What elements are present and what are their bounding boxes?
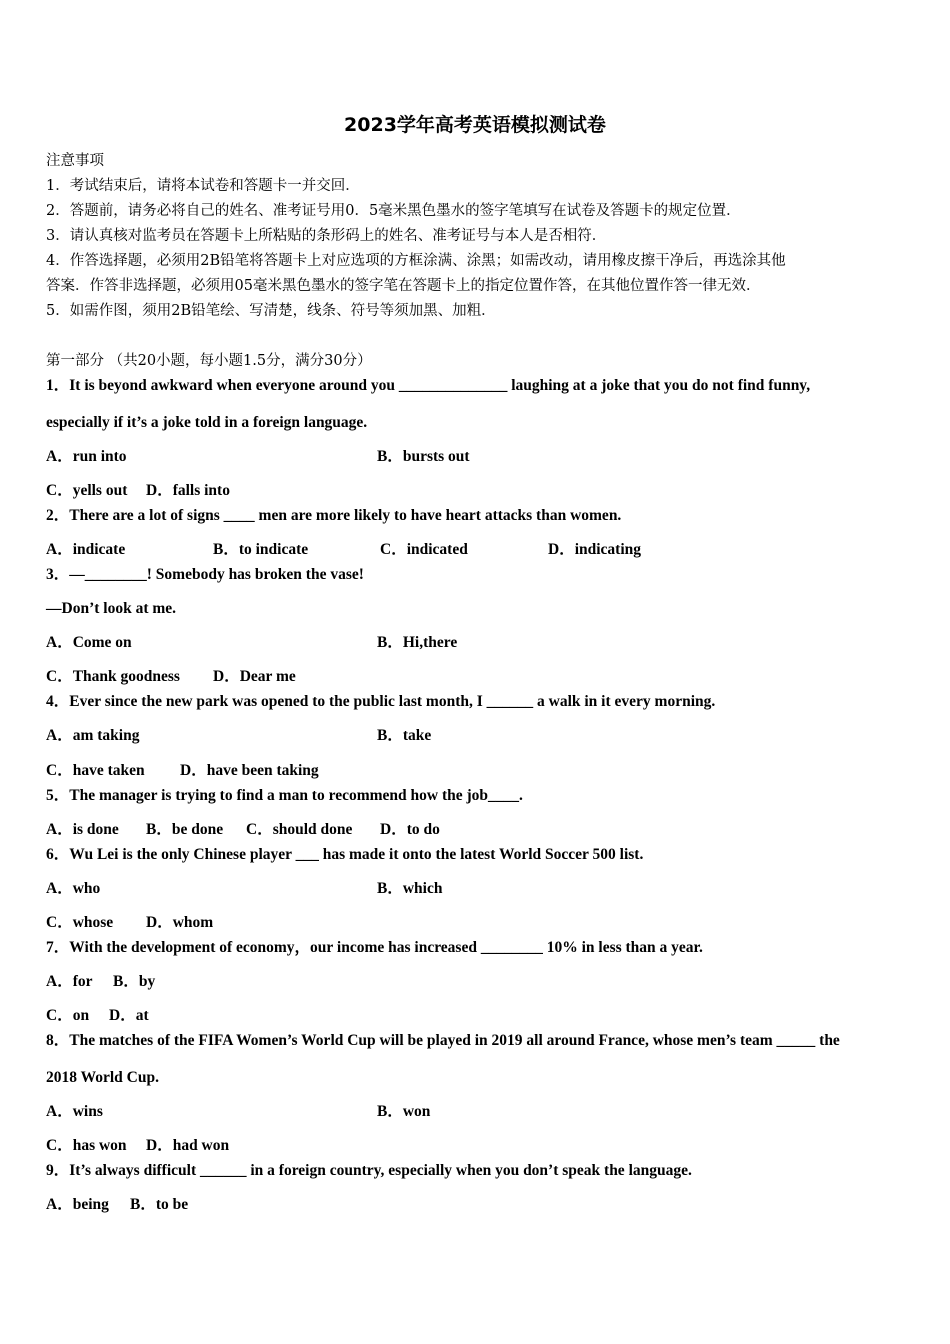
question-6-stem: 6．Wu Lei is the only Chinese player ___ has made it onto the latest World Soccer 500 list.	[46, 846, 644, 863]
question-3-option-b[interactable]: B．Hi,there	[377, 634, 458, 651]
question-4-option-a[interactable]: A．am taking	[46, 727, 140, 744]
question-4-option-c[interactable]: C．have taken	[46, 762, 145, 779]
question-1-option-d[interactable]: D．falls into	[146, 482, 230, 499]
notice-item-4-cont: 答案．作答非选择题，必须用05毫米黑色墨水的签字笔在答题卡上的指定位置作答，在其他位置作答一律无效．	[46, 278, 761, 294]
notice-item-2: 2．答题前，请务必将自己的姓名、准考证号用0．5毫米黑色墨水的签字笔填写在试卷及答题卡的规定位置．	[46, 203, 741, 219]
question-9-option-b[interactable]: B．to be	[130, 1196, 189, 1213]
question-5-stem: 5．The manager is trying to find a man to recommend how the job____.	[46, 787, 523, 804]
question-2-option-b[interactable]: B．to indicate	[213, 541, 309, 558]
question-5-option-d[interactable]: D．to do	[380, 821, 440, 838]
question-3-stem: 3．—________! Somebody has broken the vase!	[46, 566, 364, 583]
notice-item-5: 5．如需作图，须用2B铅笔绘、写清楚，线条、符号等须加黑、加粗．	[46, 303, 496, 319]
question-3-option-c[interactable]: C．Thank goodness	[46, 668, 180, 685]
question-6-option-c[interactable]: C．whose	[46, 914, 114, 931]
question-5-option-c[interactable]: C．should done	[246, 821, 353, 838]
question-8-stem: 8．The matches of the FIFA Women’s World Cup will be played in 2019 all around France, whose men’s team _____ the	[46, 1032, 840, 1049]
question-6-option-d[interactable]: D．whom	[146, 914, 214, 931]
question-8-option-d[interactable]: D．had won	[146, 1137, 230, 1154]
question-8-option-c[interactable]: C．has won	[46, 1137, 127, 1154]
question-3-stem-cont: —Don’t look at me.	[46, 600, 177, 617]
notice-item-3: 3．请认真核对监考员在答题卡上所粘贴的条形码上的姓名、准考证号与本人是否相符．	[46, 228, 607, 244]
notice-item-1: 1．考试结束后，请将本试卷和答题卡一并交回．	[46, 178, 360, 194]
question-9-option-a[interactable]: A．being	[46, 1196, 109, 1213]
question-3-option-d[interactable]: D．Dear me	[213, 668, 296, 685]
question-7-option-c[interactable]: C．on	[46, 1007, 90, 1024]
question-1-option-b[interactable]: B．bursts out	[377, 448, 470, 465]
question-6-option-a[interactable]: A．who	[46, 880, 101, 897]
notice-item-4: 4．作答选择题，必须用2B铅笔将答题卡上对应选项的方框涂满、涂黑；如需改动，请用橡皮擦干净后，再选涂其他	[46, 253, 786, 269]
question-9-stem: 9．It’s always difficult ______ in a foreign country, especially when you don’t speak the language.	[46, 1162, 692, 1179]
question-7-stem: 7．With the development of economy，our income has increased ________ 10% in less than a year.	[46, 939, 703, 956]
question-4-option-b[interactable]: B．take	[377, 727, 432, 744]
question-7-option-a[interactable]: A．for	[46, 973, 93, 990]
question-4-option-d[interactable]: D．have been taking	[180, 762, 319, 779]
question-2-option-d[interactable]: D．indicating	[548, 541, 642, 558]
question-8-option-a[interactable]: A．wins	[46, 1103, 103, 1120]
question-2-option-a[interactable]: A．indicate	[46, 541, 126, 558]
question-7-option-b[interactable]: B．by	[113, 973, 156, 990]
question-7-option-d[interactable]: D．at	[109, 1007, 149, 1024]
question-8-stem-cont: 2018 World Cup.	[46, 1069, 159, 1086]
question-2-stem: 2．There are a lot of signs ____ men are more likely to have heart attacks than women.	[46, 507, 622, 524]
question-5-option-b[interactable]: B．be done	[146, 821, 224, 838]
page-title: 2023学年高考英语模拟测试卷	[344, 114, 606, 136]
question-1-option-a[interactable]: A．run into	[46, 448, 127, 465]
question-6-option-b[interactable]: B．which	[377, 880, 443, 897]
question-4-stem: 4．Ever since the new park was opened to the public last month, I ______ a walk in it every morning.	[46, 693, 716, 710]
section-heading: 第一部分 （共20小题，每小题1.5分，满分30分）	[46, 353, 372, 369]
question-1-option-c[interactable]: C．yells out	[46, 482, 128, 499]
question-1-stem-cont: especially if it’s a joke told in a foreign language.	[46, 414, 368, 431]
question-8-option-b[interactable]: B．won	[377, 1103, 431, 1120]
question-3-option-a[interactable]: A．Come on	[46, 634, 132, 651]
question-2-option-c[interactable]: C．indicated	[380, 541, 468, 558]
question-1-stem: 1．It is beyond awkward when everyone around you ______________ laughing at a joke that you do not find funny,	[46, 377, 811, 394]
notice-heading: 注意事项	[46, 153, 104, 169]
question-5-option-a[interactable]: A．is done	[46, 821, 119, 838]
